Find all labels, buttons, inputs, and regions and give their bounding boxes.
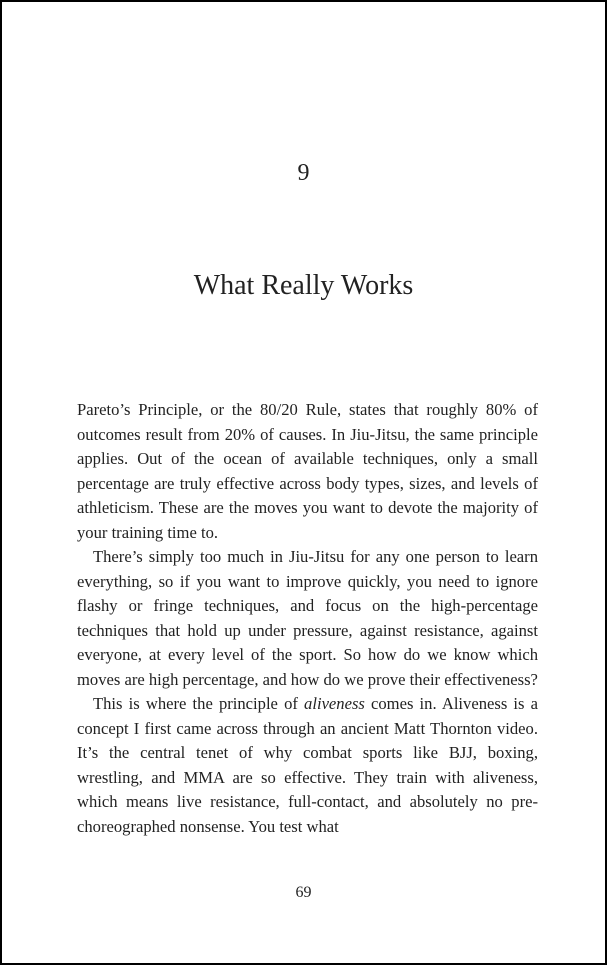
page-number: 69 bbox=[295, 884, 312, 901]
chapter-number: 9 bbox=[297, 160, 310, 186]
paragraph-aliveness-start: This is where the principle of bbox=[93, 694, 305, 713]
paragraph-aliveness bbox=[77, 692, 538, 839]
aliveness-emphasis: aliveness bbox=[304, 694, 365, 713]
body-text bbox=[77, 398, 538, 839]
paragraph-too-much: There’s simply too much in Jiu-Jitsu for any one person to learn everything, so if you want to improve quickly, you need to ignore flashy or fringe techniques, and focus on the high-percentage techniques that hold up under pressure, against resistance, against everyone, at every level of the sport. So how do we know which moves are high percentage, and how do we prove their effectiveness? bbox=[77, 547, 538, 689]
paragraph-aliveness-end: comes in. Aliveness is a concept I first came across through an ancient Matt Thornton video. It’s the central tenet of why combat sports like BJJ, boxing, wrestling, and MMA are so effective. They train with aliveness, which means live resistance, full-contact, and absolutely no pre-choreographed nonsense. You test what bbox=[77, 694, 538, 836]
paragraph-pareto: Pareto’s Principle, or the 80/20 Rule, states that roughly 80% of outcomes result from 20% of causes. In Jiu-Jitsu, the same principle applies. Out of the ocean of available techniques, only a small percentage are truly effective across body types, sizes, and levels of athleticism. These are the moves you want to devote the majority of your training time to. bbox=[77, 400, 538, 542]
chapter-title: What Really Works bbox=[193, 270, 414, 301]
